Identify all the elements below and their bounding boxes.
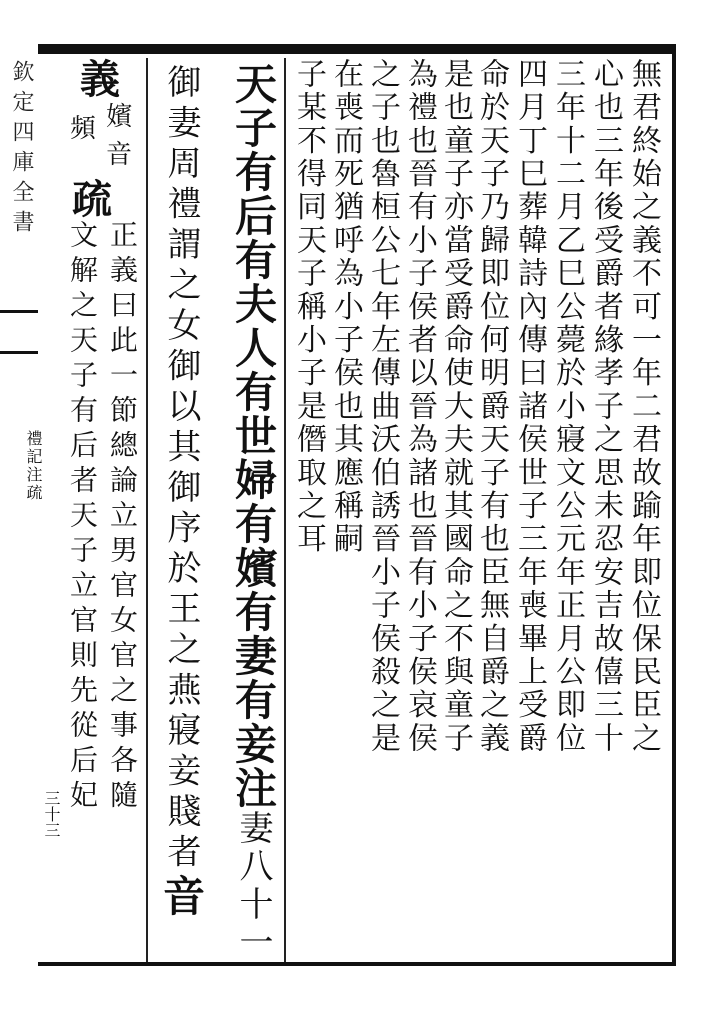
heading-text: 天子有后有夫人有世婦有嬪有妻有妾 [229,62,278,766]
commentary-column [157,64,206,918]
column-rule [284,58,286,962]
text-column-10: 子某不得同天子稱小子是僭取之耳 [291,58,326,556]
shu-column [62,56,142,960]
text-column-1: 無君終始之義不可一年二君故踰年即位保民臣之 [626,58,661,756]
text-column-5: 命於天子乃歸即位何明爵天子有也臣無自爵之義 [474,58,509,756]
text-column-6: 是也童子亦當受爵命使大夫就其國命之不與童子 [438,58,473,756]
note-text: 妻八十一 [233,810,273,962]
top-border [38,44,676,54]
commentary-tail: 音 [157,874,206,918]
small-note-yin: 音 [106,140,133,170]
small-note-pin: 嬪 [106,102,133,132]
margin-section-title: 禮記注疏 [24,430,43,502]
yi-char: 義 [80,56,120,103]
margin-fishtail [0,310,38,354]
text-column-7: 為禮也晉有小子侯者以晉為諸也晉有小子侯哀侯 [402,58,437,756]
text-column-8: 之子也魯桓公七年左傳曲沃伯誘晉小子侯殺之是 [365,58,400,756]
shu-text-right: 正義曰此一節總論立男官女官之事各隨 [106,220,139,815]
commentary-text: 御妻周禮謂之女御以其御序於王之燕寢妾賤者 [161,64,201,874]
margin-header: 欽定四庫全書 [9,60,34,240]
text-column-9: 在喪而死猶呼為小子侯也其應稱嗣 [328,58,363,556]
text-column-4: 四月丁巳葬韓詩內傳曰諸侯世子三年喪畢上受爵 [512,58,547,756]
classic-text-heading [229,62,278,962]
text-column-3: 三年十二月乙巳公薨於小寢文公元年正月公即位 [550,58,585,756]
text-column-2: 心也三年後受爵者緣孝子之思未忍安吉故僖三十 [588,58,623,756]
shu-text-left: 文解之天子有后者天子立官則先從后妃 [66,220,99,815]
shu-char: 疏 [72,176,112,223]
column-rule [146,58,148,962]
note-mark: 注 [229,766,278,810]
margin-page-number: 三十三 [42,790,61,838]
small-note-pin2: 頻 [70,114,97,144]
